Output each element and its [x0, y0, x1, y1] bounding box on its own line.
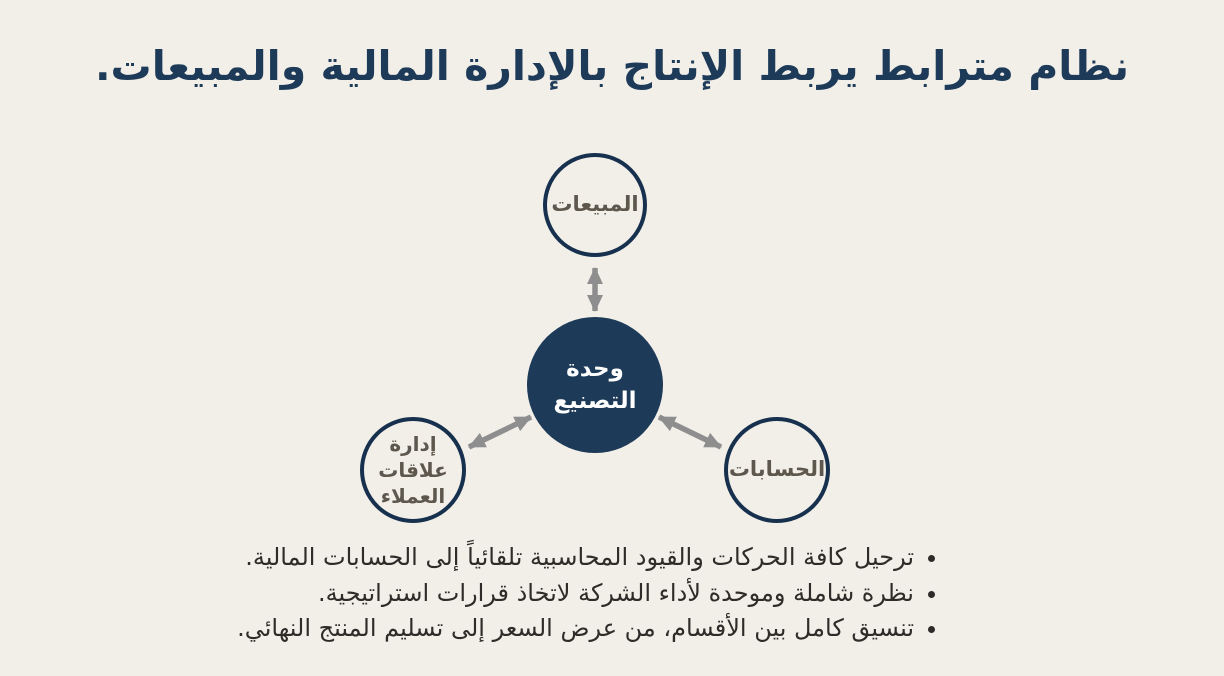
node-accounts [724, 417, 830, 523]
bullet-list [237, 540, 940, 647]
node-accounts-label: الحسابات [728, 457, 826, 482]
node-crm [360, 417, 466, 523]
node-crm-label: إدارة علاقات العملاء [378, 432, 448, 508]
node-sales-label: المبيعات [551, 192, 639, 217]
node-manufacturing-hub [527, 317, 663, 453]
bullet-item: • ترحيل كافة الحركات والقيود المحاسبية تلقائياً إلى الحسابات المالية. [237, 540, 914, 576]
bullet-item: • تنسيق كامل بين الأقسام، من عرض السعر إلى تسليم المنتج النهائي. [237, 611, 914, 647]
node-manufacturing-label: وحدة التصنيع [553, 355, 637, 414]
arrow-center-accounts [659, 417, 721, 447]
slide-title: نظام مترابط يربط الإنتاج بالإدارة المالية والمبيعات. [94, 42, 1129, 90]
node-sales [543, 153, 647, 257]
arrow-center-crm [469, 417, 531, 447]
bullet-item: • نظرة شاملة وموحدة لأداء الشركة لاتخاذ قرارات استراتيجية. [237, 576, 914, 612]
